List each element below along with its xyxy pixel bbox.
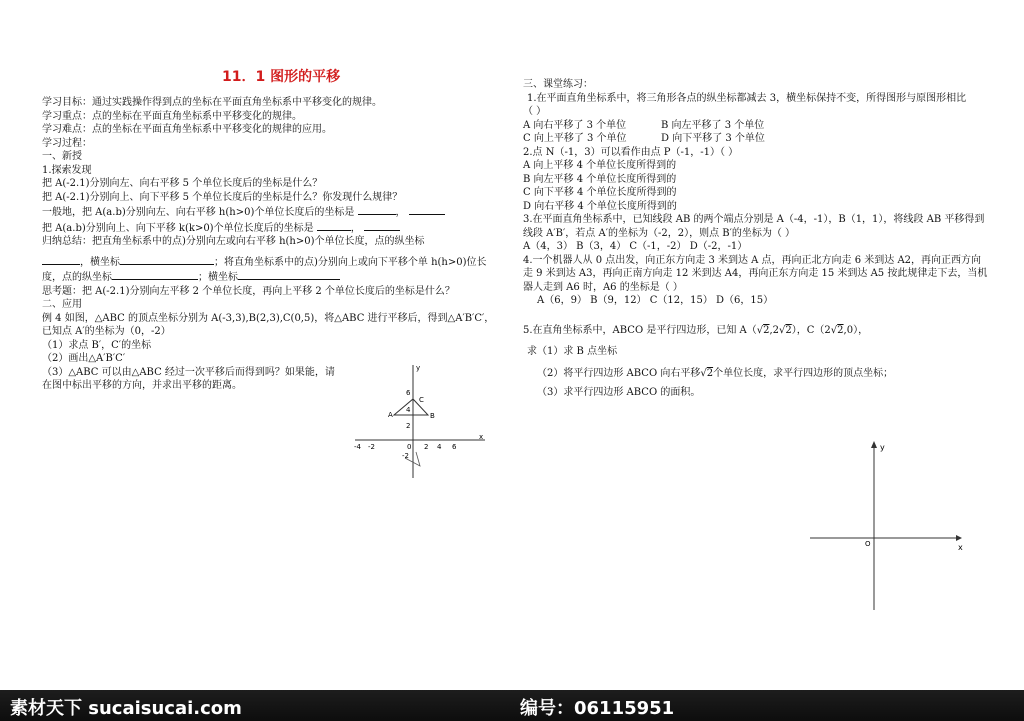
text-line: 把 A(-2.1)分别向左、向右平移 5 个单位长度后的坐标是什么？ bbox=[42, 178, 323, 189]
x-tick-label: 0 bbox=[407, 443, 412, 451]
answer-blank[interactable] bbox=[120, 254, 214, 265]
q5-text: ,0）， bbox=[843, 324, 869, 336]
summary-text: 归纳总结：把直角坐标系中的点)分别向左或向右平移 h(h>0)个单位长度，点的纵坐标 bbox=[42, 236, 425, 247]
summary-text: ，横坐标 bbox=[80, 256, 120, 268]
x-tick-label: -2 bbox=[368, 443, 375, 451]
point-label-a: A bbox=[388, 411, 393, 419]
answer-blank[interactable] bbox=[409, 204, 445, 215]
option-b: B 向左平移 4 个单位长度所得到的 bbox=[523, 173, 677, 185]
point-label-b: B bbox=[430, 412, 435, 420]
question-1: 1.在平面直角坐标系中，将三角形各点的纵坐标都减去 3，横坐标保持不变，所得图形与原图形相比 bbox=[527, 92, 967, 104]
q5-text: ），C（2 bbox=[791, 324, 831, 336]
example-text: 已知点 A′的坐标为（0，-2） bbox=[42, 326, 171, 337]
text-line: 学习重点：点的坐标在平面直角坐标系中平移变化的规律。 bbox=[42, 110, 302, 122]
y-tick-label: 4 bbox=[406, 406, 411, 414]
question-4: 4.一个机器人从 0 点出发，向正东方向走 3 米到达 A 点，再向正北方向走 6 米到达 A2，再向正西方向 bbox=[523, 254, 982, 266]
left-column bbox=[42, 96, 497, 393]
y-axis-label: y bbox=[416, 364, 421, 372]
watermark-site: 素材天下 sucaisucai.com bbox=[10, 698, 242, 719]
answer-blank[interactable] bbox=[42, 254, 80, 265]
question-5-part3: （3）求平行四边形 ABCO 的面积。 bbox=[537, 387, 701, 398]
answer-blank[interactable] bbox=[238, 269, 340, 280]
section-heading: 二、应用 bbox=[42, 299, 82, 310]
summary-line bbox=[42, 254, 497, 270]
option-d: D 向下平移了 3 个单位 bbox=[661, 133, 765, 144]
question-4-cont: 走 9 米到达 A3，再向正南方向走 12 米到达 A4，再向正东方向走 15 米到达 A5 按此规律走下去，当机 bbox=[523, 268, 988, 279]
options-row: A（4，3） B（3，4） C（-1，-2） D（-2，-1） bbox=[523, 241, 748, 252]
text-line: 学习目标：通过实践操作得到点的坐标在平面直角坐标系中平移变化的规律。 bbox=[42, 97, 382, 108]
example-coordinate-figure bbox=[350, 360, 490, 480]
question-4-cont: 器人走到 A6 时，A6 的坐标是（ ） bbox=[523, 281, 683, 293]
question-5: 5.在直角坐标系中，ABCO 是平行四边形，已知 A（√2,2√2），C（2√2,0）， bbox=[523, 324, 869, 336]
summary-line bbox=[42, 235, 497, 249]
y-tick-label: 2 bbox=[406, 422, 411, 430]
text-line: 1.探索发现 bbox=[42, 164, 92, 176]
example-text: 例 4 如图，△ABC 的顶点坐标分别为 A(-3,3),B(2,3),C(0,5)，将△ABC 进行平移后，得到△A′B′C′， bbox=[42, 312, 495, 324]
option-d: D 向右平移 4 个单位长度所得到的 bbox=[523, 200, 677, 212]
point-label-c: C bbox=[419, 396, 424, 404]
x-tick-label: 2 bbox=[424, 443, 429, 451]
x-axis-label: x bbox=[958, 543, 963, 552]
x-axis-label: x bbox=[479, 433, 484, 441]
q5-text: 个单位长度，求平行四边形的顶点坐标； bbox=[713, 367, 894, 379]
watermark-bar bbox=[0, 690, 1024, 721]
answer-blank[interactable] bbox=[358, 204, 396, 215]
q5-text: （2）将平行四边形 ABCO 向右平移 bbox=[537, 367, 701, 379]
page-title: 11．1 图形的平移 bbox=[222, 69, 341, 85]
q5-text: ,2 bbox=[769, 324, 780, 336]
text-line: 把 A(-2.1)分别向上、向下平移 5 个单位长度后的坐标是什么？你发现什么规律？ bbox=[42, 191, 403, 203]
text-line: 学习过程： bbox=[42, 137, 92, 149]
y-tick-label: -2 bbox=[402, 452, 409, 460]
sqrt-value: 2 bbox=[706, 367, 714, 379]
watermark-id: 编号：06115951 bbox=[520, 698, 675, 719]
x-tick-label: 4 bbox=[437, 443, 442, 451]
option-b: B 向左平移了 3 个单位 bbox=[661, 119, 765, 131]
sqrt-value: 2 bbox=[763, 324, 770, 336]
general-rule-line: 把 A(a.b)分别向上、向下平移 k(k>0)个单位长度后的坐标是 ， bbox=[42, 220, 497, 236]
example-question: （1）求点 B′，C′的坐标 bbox=[42, 339, 152, 351]
question-5-part1: 求（1）求 B 点坐标 bbox=[527, 346, 618, 357]
x-tick-label: 6 bbox=[452, 443, 457, 451]
origin-label: O bbox=[865, 540, 871, 548]
general-rule-line: 一般地，把 A(a.b)分别向左、向右平移 h(h>0)个单位长度后的坐标是 ， bbox=[42, 204, 497, 220]
y-tick-label: 6 bbox=[406, 389, 411, 397]
answer-blank[interactable] bbox=[112, 269, 198, 280]
option-c: C 向下平移 4 个单位长度所得到的 bbox=[523, 187, 677, 198]
option-c: C 向上平移了 3 个单位 bbox=[523, 133, 627, 144]
sqrt-value: 2 bbox=[837, 324, 844, 336]
example-question: （2）画出△A′B′C′ bbox=[42, 353, 126, 364]
section-heading: 三、课堂练习： bbox=[523, 79, 593, 90]
summary-text: 度，点的纵坐标 bbox=[42, 272, 112, 283]
summary-text: ；将直角坐标系中的点)分别向上或向下平移个单 h(h>0)位长 bbox=[214, 256, 487, 268]
text-line: 学习难点：点的坐标在平面直角坐标系中平移变化的规律的应用。 bbox=[42, 124, 332, 135]
rule-text: 一般地，把 A(a.b)分别向左、向右平移 h(h>0)个单位长度后的坐标是 bbox=[42, 207, 355, 218]
q5-text: 5.在直角坐标系中，ABCO 是平行四边形，已知 A（ bbox=[523, 324, 757, 336]
option-a: A 向右平移了 3 个单位 bbox=[523, 119, 627, 131]
example-question: 在图中标出平移的方向，并求出平移的距离。 bbox=[42, 380, 242, 391]
summary-line bbox=[42, 269, 497, 285]
question-2: 2.点 N（-1，3）可以看作由点 P（-1，-1）（ ） bbox=[523, 146, 739, 158]
options-row: A（6，9） B（9，12） C（12，15） D（6，15） bbox=[537, 295, 774, 306]
option-a: A 向上平移 4 个单位长度所得到的 bbox=[523, 160, 677, 171]
sqrt-value: 2 bbox=[785, 324, 792, 336]
answer-blank[interactable] bbox=[317, 220, 351, 231]
blank-coordinate-figure bbox=[806, 438, 976, 613]
options-row bbox=[523, 132, 983, 146]
y-axis-arrow bbox=[871, 441, 877, 448]
options-row bbox=[523, 119, 983, 133]
question-3-cont: 线段 A′B′，若点 A′的坐标为（-2，2），则点 B′的坐标为（ ） bbox=[523, 227, 796, 239]
x-axis-arrow bbox=[956, 535, 962, 541]
section-heading: 一、新授 bbox=[42, 151, 82, 162]
right-column bbox=[523, 78, 988, 400]
think-question: 思考题：把 A(-2.1)分别向左平移 2 个单位长度，再向上平移 2 个单位长度后的坐标是什么？ bbox=[42, 285, 455, 297]
x-tick-label: -4 bbox=[354, 443, 361, 451]
example-question: （3）△ABC 可以由△ABC 经过一次平移后而得到吗？如果能，请 bbox=[42, 366, 335, 378]
question-3: 3.在平面直角坐标系中，已知线段 AB 的两个端点分别是 A（-4，-1），B（1，1），将线段 AB 平移得到 bbox=[523, 214, 985, 225]
question-paren: （ ） bbox=[523, 106, 547, 117]
y-axis-label: y bbox=[880, 443, 885, 452]
summary-text: ；横坐标 bbox=[198, 272, 238, 283]
answer-blank[interactable] bbox=[364, 220, 400, 231]
question-5-part2: （2）将平行四边形 ABCO 向右平移√2个单位长度，求平行四边形的顶点坐标； bbox=[537, 367, 894, 379]
rule-text: 把 A(a.b)分别向上、向下平移 k(k>0)个单位长度后的坐标是 bbox=[42, 222, 314, 234]
